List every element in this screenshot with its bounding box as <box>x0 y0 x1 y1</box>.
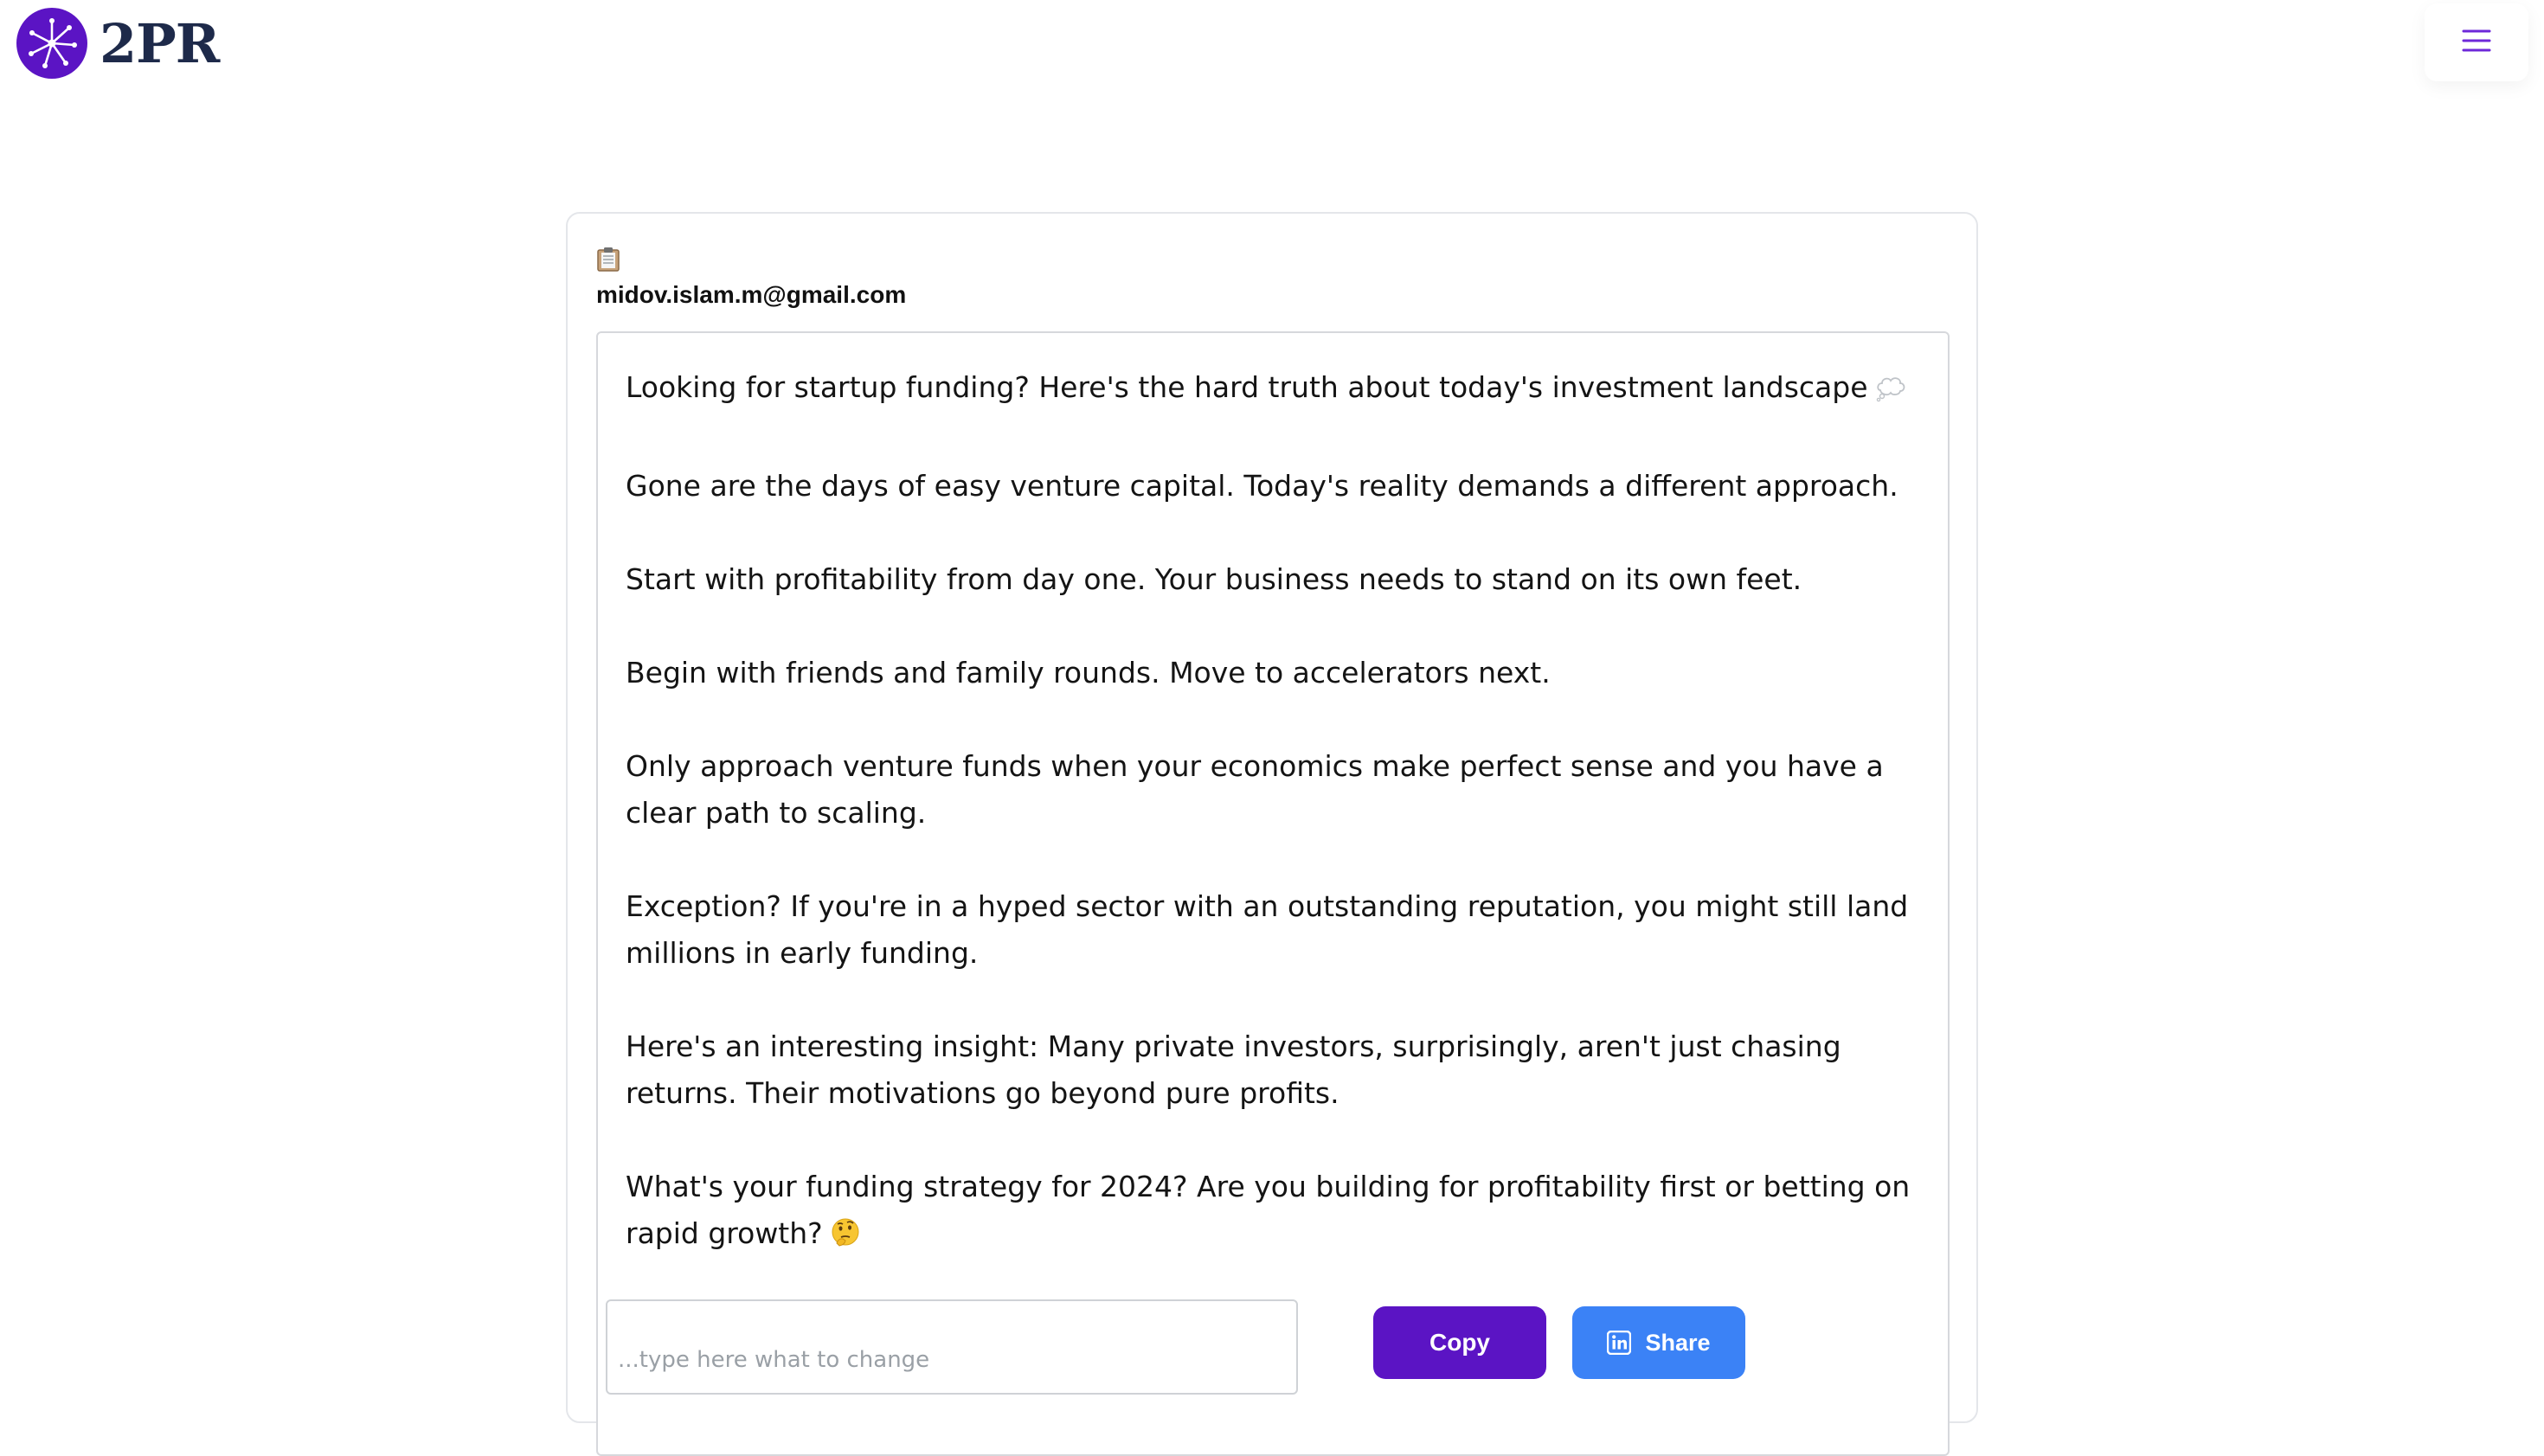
post-card <box>566 212 1978 1423</box>
logo-starburst-icon <box>16 8 87 79</box>
share-button[interactable] <box>1572 1306 1745 1379</box>
action-bar <box>606 1299 1731 1386</box>
post-paragraph: Gone are the days of easy venture capital. Today's reality demands a different approach. <box>626 469 1898 503</box>
post-paragraph: Looking for startup funding? Here's the hard truth about today's investment landscape <box>626 364 1924 416</box>
linkedin-icon <box>1607 1331 1631 1355</box>
post-paragraph: Start with profitability from day one. Your business needs to stand on its own feet. <box>626 562 1802 596</box>
copy-button-label: Copy <box>1429 1329 1490 1356</box>
brand-logo[interactable] <box>16 7 219 80</box>
logo-text: 2PR <box>100 11 220 75</box>
post-paragraph: Here's an interesting insight: Many private investors, surprisingly, aren't just chasing returns. Their motivations go beyond pure profits. <box>626 1029 1841 1110</box>
post-paragraph: What's your funding strategy for 2024? Are you building for profitability first or betting on rapid growth? <box>626 1164 1924 1262</box>
post-paragraph: Exception? If you're in a hyped sector with an outstanding reputation, you might still land millions in early funding. <box>626 889 1909 970</box>
clipboard-icon <box>596 247 620 273</box>
share-button-label: Share <box>1645 1329 1711 1356</box>
post-content-box[interactable] <box>596 331 1950 1456</box>
hamburger-menu-icon <box>2461 28 2492 58</box>
post-paragraph: Only approach venture funds when your economics make perfect sense and you have a clear path to scaling. <box>626 749 1884 830</box>
change-request-input[interactable] <box>606 1299 1298 1395</box>
menu-button[interactable] <box>2425 3 2528 81</box>
copy-button[interactable] <box>1373 1306 1546 1379</box>
post-paragraph: Begin with friends and family rounds. Move to accelerators next. <box>626 656 1551 690</box>
thinking-face-icon <box>830 1215 861 1262</box>
post-text <box>626 364 1924 1262</box>
thought-bubble-icon <box>1875 369 1906 416</box>
author-email: midov.islam.m@gmail.com <box>596 281 907 308</box>
top-header <box>0 0 2544 87</box>
